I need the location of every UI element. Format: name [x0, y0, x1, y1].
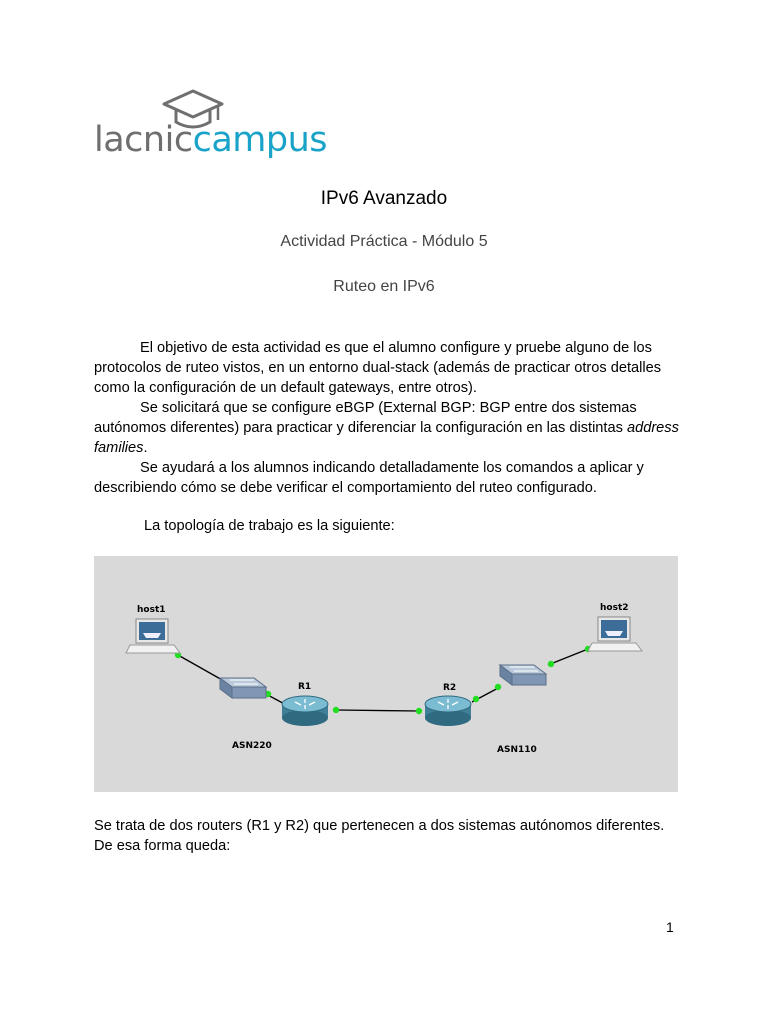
paragraph-ebgp-end: . [143, 440, 148, 456]
r1-label: R1 [298, 682, 312, 692]
asn-left-label: ASN220 [232, 741, 272, 751]
topology-intro: La topología de trabajo es la siguiente: [144, 518, 395, 534]
router-r1-icon[interactable] [282, 696, 328, 726]
paragraph-ebgp-text: Se solicitará que se configure eBGP (External BGP: BGP entre dos sistemas autónomos diferentes) para practicar y diferenciar la configuración en las distintas [94, 400, 637, 436]
switch1-icon[interactable] [220, 678, 266, 698]
section-title: Ruteo en IPv6 [333, 278, 435, 295]
link-dot [548, 661, 554, 667]
paragraph-ebgp [94, 398, 684, 458]
host2-computer-icon[interactable] [588, 617, 642, 651]
asn-right-label: ASN110 [497, 745, 537, 755]
paragraph-objective [94, 338, 684, 398]
paragraph-help [94, 458, 684, 498]
logo-word-lacnic: lacnic [94, 120, 193, 160]
r2-label: R2 [443, 683, 457, 693]
paragraph-objective-text: El objetivo de esta actividad es que el alumno configure y pruebe alguno de los protocolos de ruteo vistos, en un entorno dual-stack (además de practicar otros detalles como la configuración de un default gateways, entre otros). [94, 340, 662, 396]
host1-computer-icon[interactable] [126, 619, 180, 653]
logo-wordmark [94, 120, 327, 160]
paragraph-routers: Se trata de dos routers (R1 y R2) que pertenecen a dos sistemas autónomos diferentes. De esa forma queda: [94, 818, 665, 854]
link-switch2-host2 [548, 649, 588, 665]
lacnic-campus-logo [94, 86, 326, 166]
logo-word-campus: campus [192, 120, 327, 160]
document-title: IPv6 Avanzado [320, 188, 448, 209]
link-dot [473, 696, 479, 702]
link-host1-switch1 [178, 655, 224, 681]
switch2-icon[interactable] [500, 665, 546, 685]
document-subtitle: Actividad Práctica - Módulo 5 [280, 233, 488, 250]
paragraph-help-text: Se ayudará a los alumnos indicando detalladamente los comandos a aplicar y describiendo cómo se debe verificar el comportamiento del ruteo configurado. [94, 460, 644, 496]
page-number: 1 [666, 919, 674, 935]
router-r2-icon[interactable] [425, 696, 471, 726]
link-r1-r2 [336, 710, 419, 711]
link-dot [416, 708, 422, 714]
intro-paragraphs [94, 338, 684, 498]
topology-diagram [94, 556, 678, 792]
address-families-term: address families [94, 420, 679, 456]
link-dot [333, 707, 339, 713]
host2-label: host2 [600, 603, 629, 613]
host1-label: host1 [137, 605, 166, 615]
link-dot [495, 684, 501, 690]
